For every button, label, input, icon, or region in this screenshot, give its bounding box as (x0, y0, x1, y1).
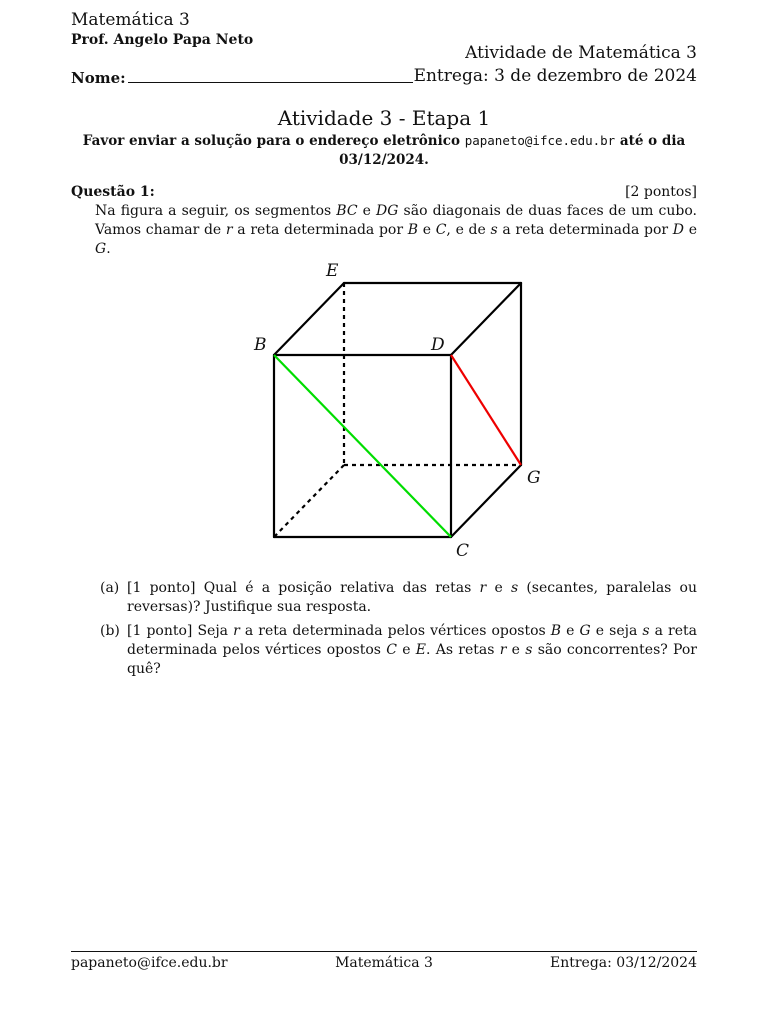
question-text: Na figura a seguir, os segmentos BC e DG são diagonais de duas faces de um cubo. Vamos chamar de r a reta determinada por B e C, e de s a reta determinada por D e G. (95, 203, 698, 257)
name-blank-line (128, 68, 413, 83)
edge-top-right (451, 283, 521, 355)
name-field (71, 68, 413, 87)
footer-email: papaneto@ifce.edu.br (71, 955, 228, 971)
diagonal-dg (451, 355, 521, 465)
professor-name: Prof. Angelo Papa Neto (71, 32, 254, 48)
instructions (80, 131, 688, 170)
edge-bottom-right (451, 465, 521, 537)
page-title: Atividade 3 - Etapa 1 (277, 106, 491, 130)
subquestion-b-mark: (b) (100, 623, 120, 639)
subquestion-b-text: [1 ponto] Seja r a reta determinada pelos vértices opostos B e G e seja s a reta determinada pelos vértices opostos C e E. As retas r e s são concorrentes? Por quê? (127, 623, 698, 677)
footer-deadline: Entrega: 03/12/2024 (549, 955, 697, 971)
vertex-label-c: C (456, 541, 470, 561)
deadline: Entrega: 3 de dezembro de 2024 (413, 66, 697, 86)
instructions-after: até o dia 03/12/2024. (339, 133, 686, 168)
instructions-before: Favor enviar a solução para o endereço eletrônico (82, 133, 465, 149)
cube-figure (240, 255, 560, 565)
subquestion-b (100, 622, 697, 679)
footer-course: Matemática 3 (335, 955, 433, 971)
vertex-label-g: G (527, 468, 541, 488)
question-points: [2 pontos] (625, 184, 697, 200)
vertex-label-b: B (254, 335, 267, 355)
name-label: Nome: (71, 69, 126, 87)
question-label: Questão 1: (71, 184, 155, 200)
vertex-label-e: E (326, 261, 339, 281)
hidden-edge-depth (274, 465, 344, 537)
diagonal-bc (274, 355, 451, 537)
activity-heading: Atividade de Matemática 3 (465, 43, 697, 63)
course-title: Matemática 3 (71, 10, 190, 30)
subquestion-a (100, 579, 697, 617)
vertex-label-d: D (431, 335, 445, 355)
footer-rule (71, 951, 697, 952)
instructions-email: papaneto@ifce.edu.br (464, 133, 616, 148)
subquestion-a-mark: (a) (100, 580, 120, 596)
edge-top-left (274, 283, 344, 355)
subquestion-a-text: [1 ponto] Qual é a posição relativa das retas r e s (secantes, paralelas ou reversas)? Justifique sua resposta. (127, 580, 697, 615)
